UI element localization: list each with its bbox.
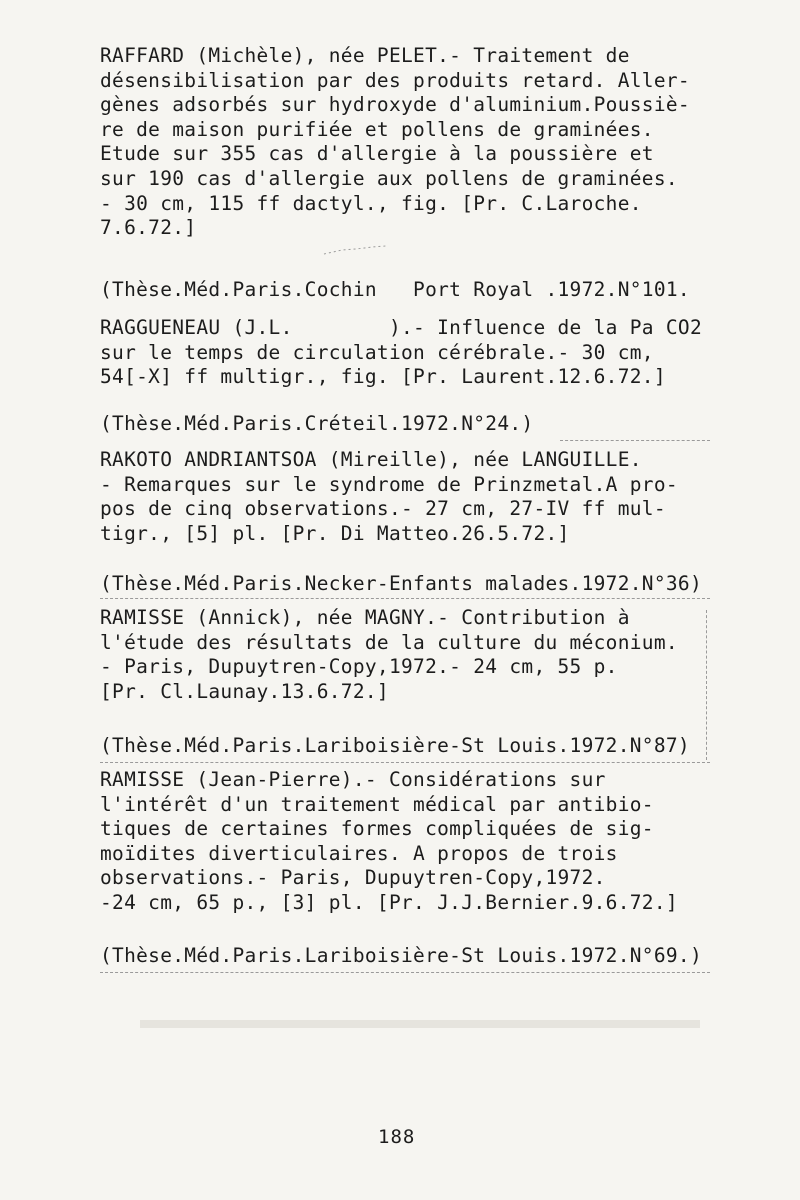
entry-line: tiques de certaines formes compliquées de sig-: [100, 817, 654, 841]
entry-line: RAFFARD (Michèle), née PELET.- Traitement de: [100, 44, 630, 67]
thesis-source: (Thèse.Méd.Paris.Lariboisière-St Louis.1972.N°69.): [100, 944, 702, 967]
entry-ramisse-annick: [100, 606, 710, 704]
entry-line: - Remarques sur le syndrome de Prinzmetal.A pro-: [100, 472, 678, 496]
entry-line: - 30 cm, 115 ff dactyl., fig. [Pr. C.Laroche.: [100, 191, 642, 215]
margin-line: [706, 610, 707, 760]
entry-line: l'intérêt d'un traitement médical par antibio-: [100, 792, 654, 816]
entry-line: re de maison purifiée et pollens de graminées.: [100, 117, 654, 141]
entry-line: RAMISSE (Jean-Pierre).- Considérations sur: [100, 768, 606, 791]
entry-line: RAGGUENEAU (J.L. ).- Influence de la Pa CO2: [100, 316, 702, 339]
show-through-smudge: [120, 1010, 700, 1040]
entry-line: sur 190 cas d'allergie aux pollens de graminées.: [100, 166, 678, 190]
entry-line: - Paris, Dupuytren-Copy,1972.- 24 cm, 55 p.: [100, 655, 618, 679]
entry-ramisse-jean-pierre: [100, 768, 710, 916]
entry-line: désensibilisation par des produits retard. Aller-: [100, 68, 690, 92]
entry-line: 54[-X] ff multigr., fig. [Pr. Laurent.12.6.72.]: [100, 365, 666, 389]
entry-raffard: [100, 44, 710, 241]
entry-line: tigr., [5] pl. [Pr. Di Matteo.26.5.72.]: [100, 521, 570, 545]
entry-line: Etude sur 355 cas d'allergie à la poussière et: [100, 142, 654, 166]
entry-line: moïdites diverticulaires. A propos de trois: [100, 841, 618, 865]
separator-line: [100, 762, 710, 763]
entry-line: gènes adsorbés sur hydroxyde d'aluminium.Poussiè-: [100, 93, 690, 117]
entry-line: -24 cm, 65 p., [3] pl. [Pr. J.J.Bernier.9.6.72.]: [100, 890, 678, 914]
separator-line: [100, 598, 710, 599]
ink-smudge: [322, 244, 388, 256]
entry-line: [Pr. Cl.Launay.13.6.72.]: [100, 679, 389, 703]
separator-line: [100, 972, 710, 973]
separator-line: [560, 440, 710, 441]
entry-line: l'étude des résultats de la culture du méconium.: [100, 630, 678, 654]
thesis-source: (Thèse.Méd.Paris.Créteil.1972.N°24.): [100, 412, 534, 435]
entry-line: observations.- Paris, Dupuytren-Copy,1972.: [100, 866, 606, 890]
thesis-source: (Thèse.Méd.Paris.Cochin Port Royal .1972.N°101.: [100, 278, 690, 301]
thesis-source: (Thèse.Méd.Paris.Lariboisière-St Louis.1972.N°87): [100, 734, 690, 757]
entry-line: 7.6.72.]: [100, 216, 197, 240]
thesis-source: (Thèse.Méd.Paris.Necker-Enfants malades.1972.N°36): [100, 572, 702, 595]
entry-line: RAKOTO ANDRIANTSOA (Mireille), née LANGUILLE.: [100, 448, 642, 471]
entry-line: RAMISSE (Annick), née MAGNY.- Contribution à: [100, 606, 630, 629]
entry-rakoto-andriantsoa: [100, 448, 710, 546]
entry-line: sur le temps de circulation cérébrale.- 30 cm,: [100, 340, 654, 364]
entry-raggueneau: [100, 316, 710, 390]
entry-line: pos de cinq observations.- 27 cm, 27-IV ff mul-: [100, 497, 666, 521]
page-number: 188: [378, 1126, 416, 1148]
